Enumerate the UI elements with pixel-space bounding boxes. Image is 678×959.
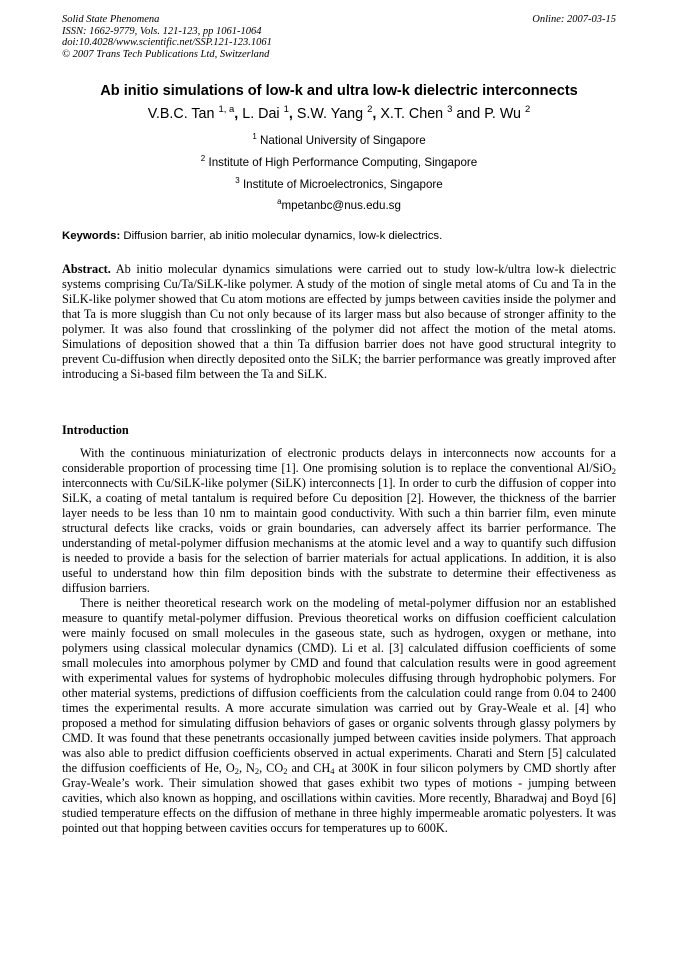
- issn-line: ISSN: 1662-9779, Vols. 121-123, pp 1061-1064: [62, 25, 262, 37]
- journal-name: Solid State Phenomena: [62, 14, 160, 25]
- affiliation-text: Institute of High Performance Computing, Singapore: [208, 156, 478, 169]
- affiliation-3: [62, 178, 616, 192]
- online-date: Online: 2007-03-15: [532, 14, 616, 25]
- subscript: 2: [254, 766, 260, 776]
- text-run: , CO: [259, 761, 284, 775]
- author-sup: 1, a: [218, 104, 235, 115]
- introduction-body: [62, 446, 616, 836]
- author-sup: 1: [283, 104, 289, 115]
- author-separator: ,: [288, 106, 297, 122]
- text-run: With the continuous miniaturization of electronic products delays in interconnects now accounts for a considerable proportion of processing time [1]. One promising solution is to replace the conventional Al/SiO: [62, 446, 616, 475]
- subscript: 2: [283, 766, 288, 776]
- subscript: 2: [611, 466, 616, 476]
- affiliation-2: [62, 156, 616, 170]
- author-separator: ,: [372, 106, 381, 122]
- abstract-text: Ab initio molecular dynamics simulations were carried out to study low-k/ultra low-k dielectric systems comprising Cu/Ta/SiLK-like polymer. A study of the motion of single metal atoms of Cu and Ta in the SiLK-like polymer showed that Cu atom motions are effected by jumps between cavities inside the polymer and that Ta is more sluggish than Cu not only because of its larger mass but also because of stronger affinity to the polymer. It was also found that crosslinking of the polymer did not affect the motion of the metal atoms. Simulations of deposition showed that a thin Ta diffusion barrier does not have good structural integrity to prevent Cu-diffusion when directly deposited onto the SiLK; the barrier performance was greatly improved after introducing a Si-based film between the Ta and SiLK.: [62, 262, 616, 381]
- journal-header: [62, 14, 616, 60]
- email-sup: a: [277, 197, 282, 206]
- author-separator: and: [452, 106, 485, 122]
- affiliation-text: Institute of Microelectronics, Singapore: [242, 178, 443, 191]
- author-name: P. Wu: [484, 106, 522, 122]
- intro-paragraph-2: [62, 596, 616, 836]
- author-sup: 2: [525, 104, 531, 115]
- keywords-line: [62, 229, 616, 243]
- author-name: X.T. Chen: [380, 106, 444, 122]
- author-sup: 3: [447, 104, 453, 115]
- text-run: and CH: [287, 761, 331, 775]
- author-sup: 2: [367, 104, 373, 115]
- affiliation-text: National University of Singapore: [260, 134, 426, 147]
- author-name: V.B.C. Tan: [147, 106, 215, 122]
- text-run: interconnects with Cu/SiLK-like polymer (SiLK) interconnects [1]. In order to curb the diffusion of copper into SiLK, a coating of metal tantalum is required before Cu deposition [2]. However, the thickness of the barrier layer needs to be less than 10 nm to maintain good conductivity. With such a thin barrier film, even minute structural defects like cracks, voids or grain boundaries, can adversely affect its barrier performance. The understanding of metal-polymer diffusion mechanisms at the atomic level and a way to quantify such diffusion is needed to provide a basis for the selection of barrier materials for actual applications. In addition, it is also useful to understand how thin film deposition binds with the substrate to determine their effectiveness as diffusion barriers.: [62, 476, 616, 595]
- author-email: [62, 199, 616, 213]
- affiliation-sup: 2: [200, 154, 206, 163]
- text-run: There is neither theoretical research work on the modeling of metal-polymer diffusion nor an established measure to quantify metal-polymer diffusion. Previous theoretical works on diffusion coefficient calculation were mainly focused on small molecules in the gaseous state, such as hydrogen, oxygen or methane, into polymers using classical molecular dynamics (CMD). Li et al. [3] calculated diffusion coefficients of some small molecules into amorphous polymer by CMD and found that calculation results were in good agreement with experimental values for systems of hydrophobic molecules diffusing through hydrophobic polymers. For other material systems, predictions of diffusion coefficients from the calculation could range from 0.04 to 2400 times the experimental results. A more accurate simulation was carried out by Gray-Weale et al. [4] who proposed a method for simulating diffusion behaviors of gases or organic solvents through glassy polymers by CMD. It was found that these penetrants occasionally jumped between cavities inside polymers. That approach was also able to predict diffusion coefficients observed in actual experiments. Charati and Stern [5] calculated the diffusion coefficients of He, O: [62, 596, 616, 775]
- keywords-label: Keywords:: [62, 230, 121, 242]
- email-text: mpetanbc@nus.edu.sg: [281, 199, 401, 212]
- author-separator: ,: [234, 106, 243, 122]
- author-name: L. Dai: [242, 106, 280, 122]
- abstract-label: Abstract.: [62, 262, 111, 276]
- affiliation-sup: 3: [235, 176, 240, 185]
- section-heading-introduction: Introduction: [62, 423, 129, 437]
- abstract-paragraph: [62, 262, 616, 382]
- copyright-line: © 2007 Trans Tech Publications Ltd, Switzerland: [62, 48, 270, 60]
- paper-title: Ab initio simulations of low-k and ultra low-k dielectric interconnects: [100, 83, 578, 99]
- doi-line: doi:10.4028/www.scientific.net/SSP.121-123.1061: [62, 37, 272, 49]
- affiliation-1: [62, 134, 616, 148]
- text-run: at 300K in four silicon polymers by CMD shortly after Gray-Weale’s work. Their simulation showed that gases exhibit two types of motions - jumping between cavities, which also known as hopping, and oscillations within cavities. More recently, Bharadwaj and Boyd [6] studied temperature effects on the diffusion of methane in three highly impermeable aromatic polyesters. It was pointed out that hopping between cavities occurs for temperatures up to 600K.: [62, 761, 616, 835]
- author-name: S.W. Yang: [296, 106, 364, 122]
- author-list: [62, 105, 616, 123]
- subscript: 2: [234, 766, 239, 776]
- intro-paragraph-1: [62, 446, 616, 596]
- keywords-text: Diffusion barrier, ab initio molecular dynamics, low-k dielectrics.: [120, 230, 443, 242]
- subscript: 4: [330, 766, 335, 776]
- text-run: , N: [238, 761, 255, 775]
- affiliation-sup: 1: [252, 132, 257, 141]
